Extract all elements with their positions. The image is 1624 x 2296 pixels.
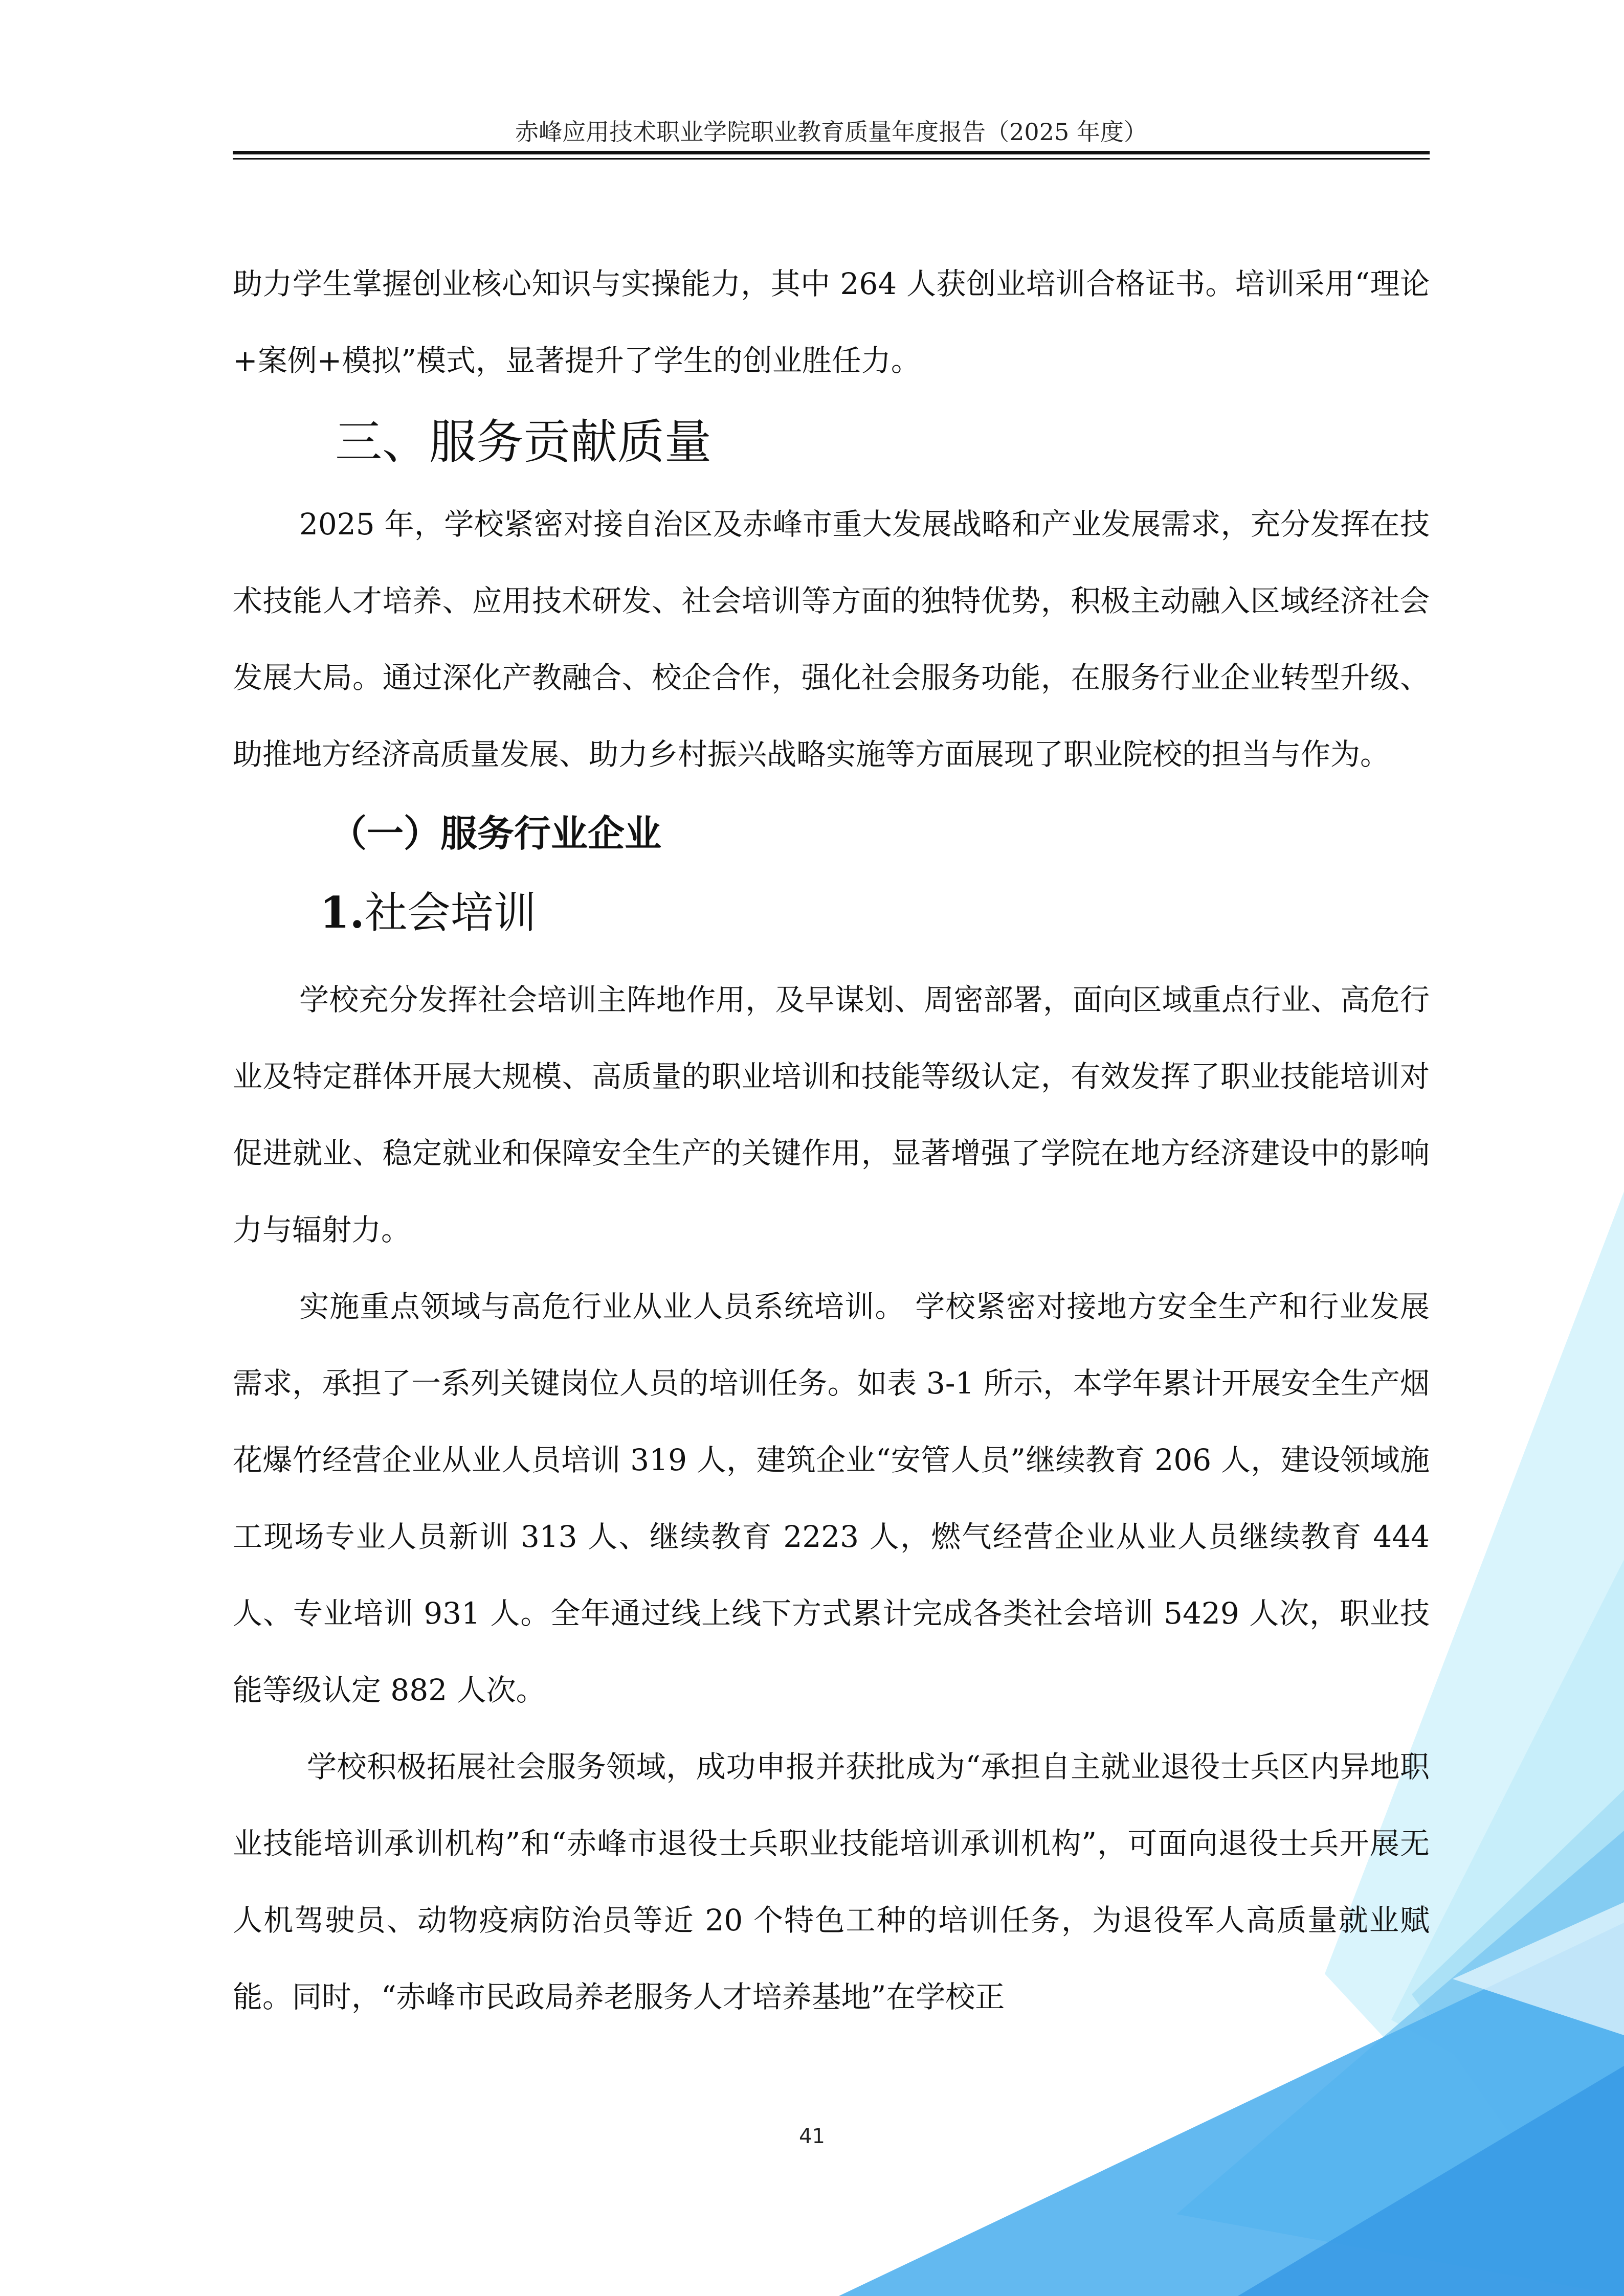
subsection-heading: （一）服务行业企业	[330, 812, 662, 855]
paragraph-continuation: 助力学生掌握创业核心知识与实操能力，其中 264 人获创业培训合格证书。培训采用“理论+案例+模拟”模式，显著提升了学生的创业胜任力。	[233, 266, 1430, 378]
item-heading	[320, 874, 1430, 951]
item-heading-number: 1.	[320, 887, 365, 938]
paragraph-intro: 2025 年，学校紧密对接自治区及赤峰市重大发展战略和产业发展需求，充分发挥在技术技能人才培养、应用技术研发、社会培训等方面的独特优势，积极主动融入区域经济社会发展大局。通过深化产教融合、校企合作，强化社会服务功能，在服务行业企业转型升级、助推地方经济高质量发展、助力乡村振兴战略实施等方面展现了职业院校的担当与作为。	[233, 507, 1430, 772]
paragraph-veterans: 学校积极拓展社会服务领域，成功申报并获批成为“承担自主就业退役士兵区内异地职业技能培训承训机构”和“赤峰市退役士兵职业技能培训承训机构”，可面向退役士兵开展无人机驾驶员、动物疫病防治员等近 20 个特色工种的培训任务，为退役军人高质量就业赋能。同时，“赤峰市民政局养老服务人才培养基地”在学校正	[233, 1749, 1430, 2014]
item-heading-text: 社会培训	[364, 888, 537, 938]
paragraph-key-industries: 实施重点领域与高危行业从业人员系统培训。 学校紧密对接地方安全生产和行业发展需求，承担了一系列关键岗位人员的培训任务。如表 3-1 所示，本学年累计开展安全生产烟花爆竹经营企业从业人员培训 319 人，建筑企业“安管人员”继续教育 206 人，建设领域施工现场专业人员新训 313 人、继续教育 2223 人，燃气经营企业从业人员继续教育 444 人、专业培训 931 人。全年通过线上线下方式累计完成各类社会培训 5429 人次，职业技能等级认定 882 人次。	[233, 1289, 1430, 1707]
page-number: 41	[799, 2125, 825, 2148]
report-header: 赤峰应用技术职业学院职业教育质量年度报告（2025 年度）	[515, 118, 1147, 146]
page-content	[233, 245, 1430, 2035]
paragraph-social-training: 学校充分发挥社会培训主阵地作用，及早谋划、周密部署，面向区域重点行业、高危行业及特定群体开展大规模、高质量的职业培训和技能等级认定，有效发挥了职业技能培训对促进就业、稳定就业和保障安全生产的关键作用，显著增强了学院在地方经济建设中的影响力与辐射力。	[233, 982, 1430, 1247]
section-heading: 三、服务贡献质量	[335, 415, 712, 469]
header-rule-thick	[233, 151, 1430, 154]
header-rule-thin	[233, 158, 1430, 160]
